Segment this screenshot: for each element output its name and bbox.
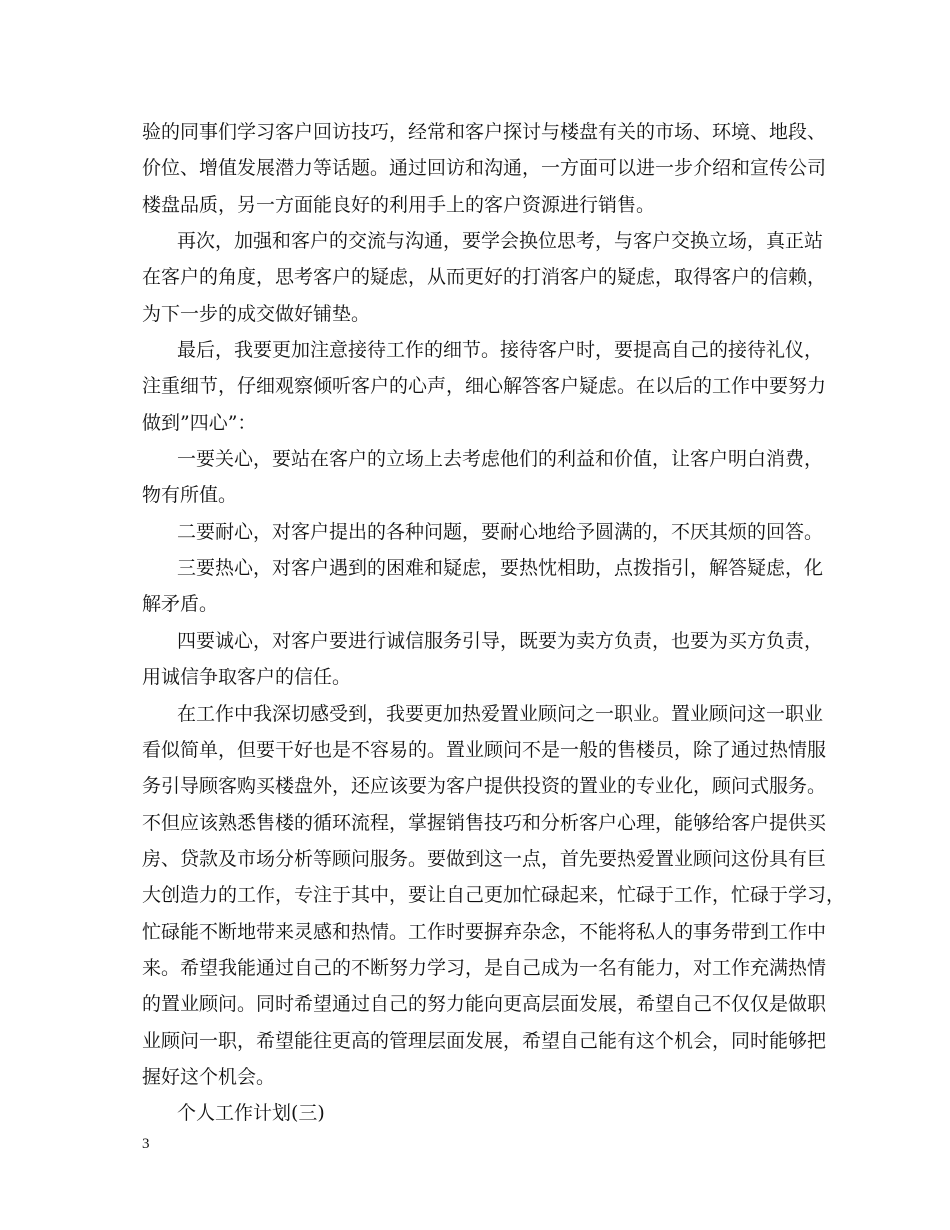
body-line: 价位、增值发展潜力等话题。通过回访和沟通，一方面可以进一步介绍和宣传公司 <box>142 157 827 180</box>
body-line: 二要耐心，对客户提出的各种问题，要耐心地给予圆满的，不厌其烦的回答。 <box>177 520 824 543</box>
page-number: 3 <box>142 1136 150 1152</box>
body-line: 看似简单，但要干好也是不容易的。置业顾问不是一般的售楼员，除了通过热情服 <box>142 738 827 761</box>
body-line: 解矛盾。 <box>142 593 219 616</box>
body-line: 最后，我要更加注意接待工作的细节。接待客户时，要提高自己的接待礼仪， <box>177 339 824 362</box>
body-line: 注重细节，仔细观察倾听客户的心声，细心解答客户疑虑。在以后的工作中要努力 <box>142 375 827 398</box>
section-heading: 个人工作计划(三) <box>177 1102 325 1125</box>
body-line: 务引导顾客购买楼盘外，还应该要为客户提供投资的置业的专业化，顾问式服务。 <box>142 775 827 798</box>
body-line: 忙碌能不断地带来灵感和热情。工作时要摒弃杂念，不能将私人的事务带到工作中 <box>142 920 827 943</box>
body-line: 四要诚心，对客户要进行诚信服务引导，既要为卖方负责，也要为买方负责， <box>177 629 824 652</box>
document-body <box>142 114 846 1132</box>
body-line: 业顾问一职，希望能往更高的管理层面发展，希望自己能有这个机会，同时能够把 <box>142 1029 827 1052</box>
body-line: 验的同事们学习客户回访技巧，经常和客户探讨与楼盘有关的市场、环境、地段、 <box>142 121 827 143</box>
body-line: 不但应该熟悉售楼的循环流程，掌握销售技巧和分析客户心理，能够给客户提供买 <box>142 811 827 834</box>
body-line: 来。希望我能通过自己的不断努力学习，是自己成为一名有能力，对工作充满热情 <box>142 956 827 979</box>
body-line: 大创造力的工作，专注于其中，要让自己更加忙碌起来，忙碌于工作，忙碌于学习， <box>142 884 846 907</box>
body-line: 的置业顾问。同时希望通过自己的努力能向更高层面发展，希望自己不仅仅是做职 <box>142 993 827 1016</box>
body-line: 再次，加强和客户的交流与沟通，要学会换位思考，与客户交换立场，真正站 <box>177 230 824 253</box>
body-line: 在客户的角度，思考客户的疑虑，从而更好的打消客户的疑虑，取得客户的信赖， <box>142 266 827 289</box>
body-line: 为下一步的成交做好铺垫。 <box>142 302 371 325</box>
body-line: 房、贷款及市场分析等顾问服务。要做到这一点，首先要热爱置业顾问这份具有巨 <box>142 847 827 870</box>
body-line: 握好这个机会。 <box>142 1065 276 1088</box>
body-line: 一要关心，要站在客户的立场上去考虑他们的利益和价值，让客户明白消费， <box>177 448 824 471</box>
body-line: 在工作中我深切感受到，我要更加热爱置业顾问之一职业。置业顾问这一职业 <box>177 702 824 725</box>
body-line: 物有所值。 <box>142 484 238 507</box>
body-line: 三要热心，对客户遇到的困难和疑虑，要热忱相助，点拨指引，解答疑虑，化 <box>177 557 824 580</box>
body-line: 用诚信争取客户的信任。 <box>142 666 352 689</box>
body-line: 楼盘品质，另一方面能良好的利用手上的客户资源进行销售。 <box>142 193 656 216</box>
body-line: 做到”四心”： <box>142 411 257 434</box>
